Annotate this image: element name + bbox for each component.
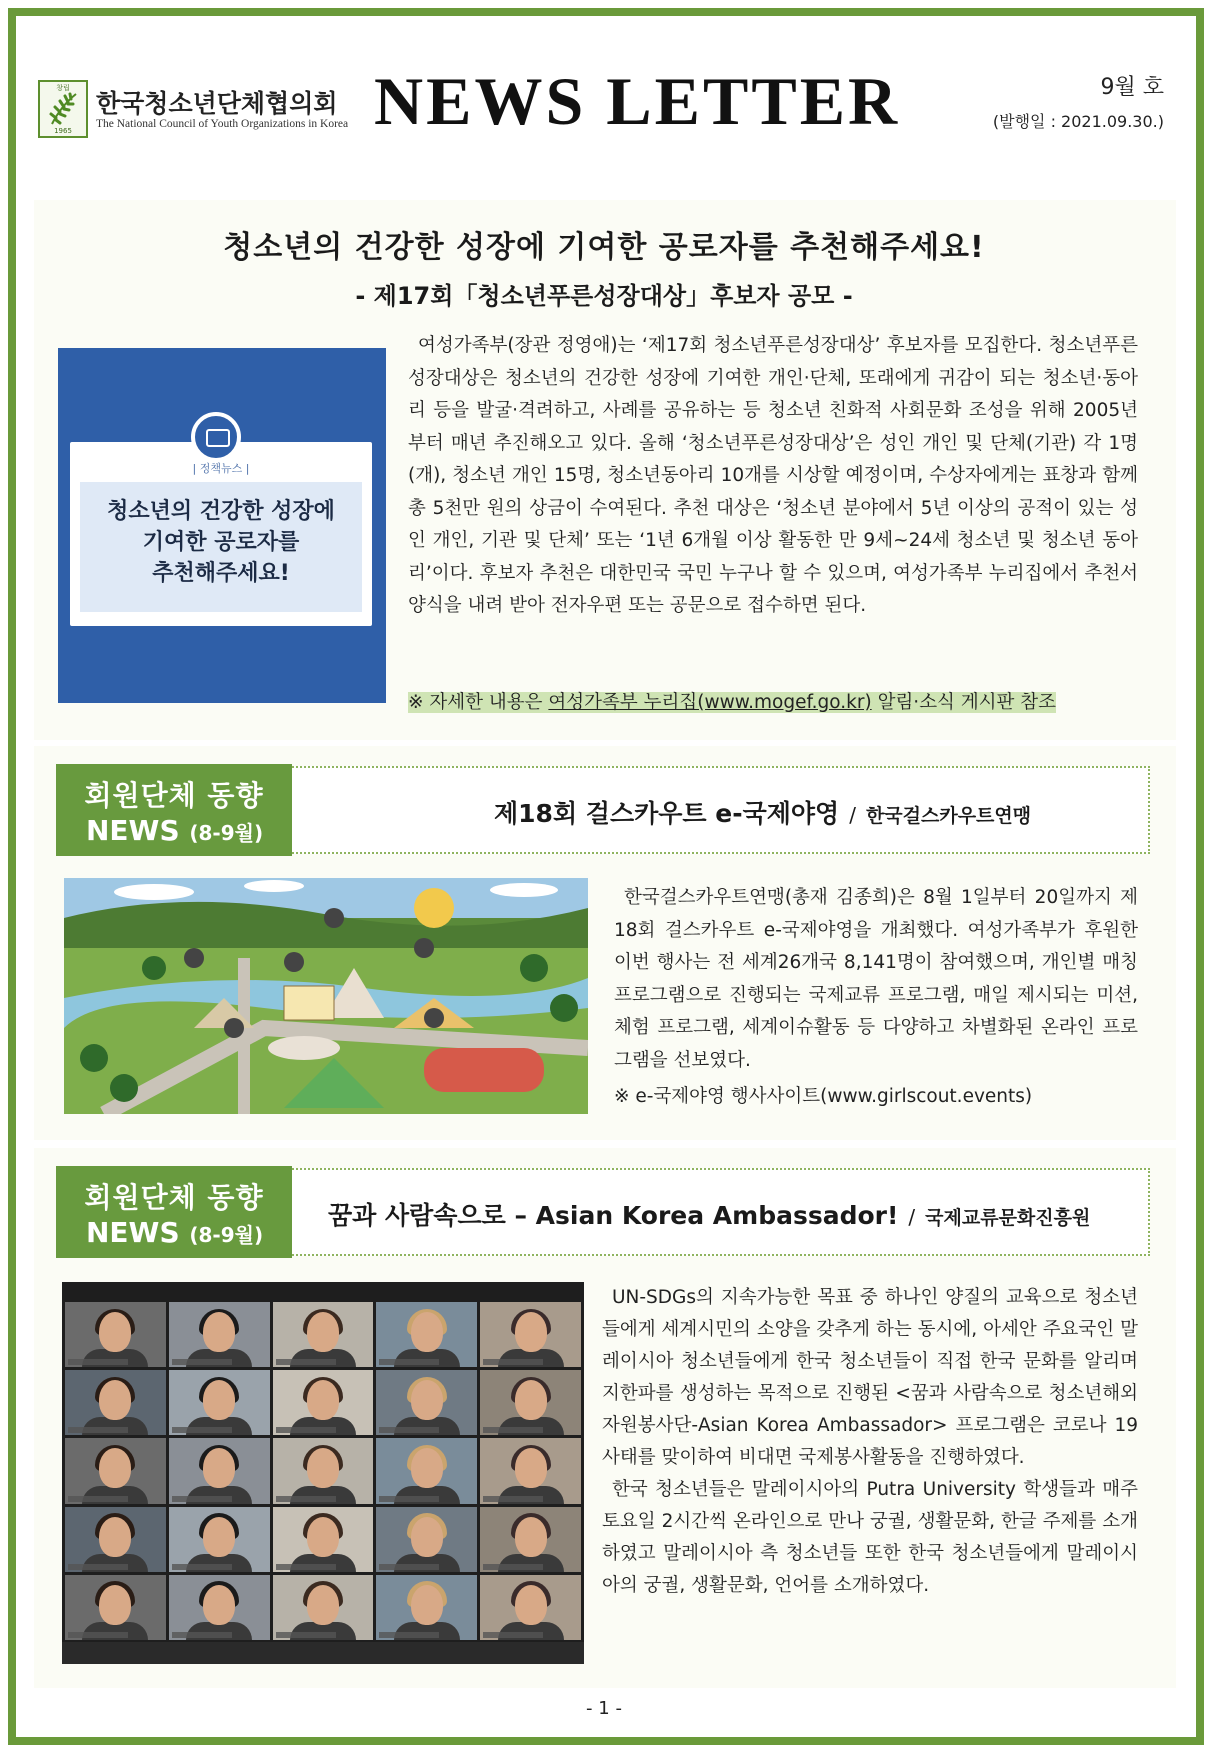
participant-tile — [169, 1370, 270, 1435]
article2-body — [614, 882, 1138, 1077]
badge-period: (8-9월) — [189, 1223, 264, 1247]
participant-figure — [483, 1496, 543, 1502]
participant-tile — [65, 1438, 166, 1503]
participant-figure — [68, 1427, 128, 1433]
participant-figure — [515, 1380, 547, 1420]
poster-line1: 청소년의 건강한 성장에 — [107, 499, 335, 524]
participant-figure — [515, 1585, 547, 1625]
poster-inner — [80, 482, 362, 612]
policy-news-poster — [58, 348, 386, 703]
participant-tile — [169, 1438, 270, 1503]
participant-figure — [203, 1380, 235, 1420]
article2-org: 한국걸스카우트연맹 — [865, 805, 1032, 827]
participant-figure — [276, 1427, 336, 1433]
banner-title-line — [494, 794, 1031, 830]
org-logo — [38, 80, 349, 140]
poster-line2: 기여한 공로자를 — [142, 530, 300, 555]
badge-line2 — [86, 814, 263, 847]
badge-line2 — [86, 1216, 263, 1249]
participant-figure — [203, 1517, 235, 1557]
video-call-toolbar — [62, 1642, 584, 1664]
badge-news: NEWS — [86, 1216, 190, 1249]
participant-tile — [65, 1575, 166, 1640]
badge-period: (8-9월) — [189, 821, 264, 845]
poster-tag: | 정책뉴스 | — [192, 462, 250, 475]
issue-date: (발행일 : 2021.09.30.) — [992, 112, 1164, 131]
participant-figure — [411, 1312, 443, 1352]
participant-tile — [480, 1507, 581, 1572]
participant-figure — [307, 1585, 339, 1625]
article3-title: 꿈과 사람속으로 – Asian Korea Ambassador! — [328, 1201, 899, 1230]
participant-figure — [172, 1564, 232, 1570]
banner-title-box — [292, 766, 1150, 854]
badge-line1: 회원단체 동향 — [84, 779, 264, 812]
participant-figure — [203, 1448, 235, 1488]
participant-figure — [483, 1632, 543, 1638]
video-call-topbar — [62, 1284, 584, 1298]
participant-figure — [379, 1359, 439, 1365]
issue-info — [993, 70, 1164, 132]
title-separator: / — [849, 803, 856, 827]
news-badge — [56, 764, 292, 856]
org-emblem — [38, 80, 88, 138]
participant-tile — [376, 1302, 477, 1367]
note-suffix: 알림·소식 게시판 참조 — [871, 692, 1057, 713]
participant-figure — [307, 1448, 339, 1488]
participant-tile — [376, 1575, 477, 1640]
participant-figure — [307, 1312, 339, 1352]
article3-body — [602, 1282, 1138, 1602]
participant-tile — [169, 1575, 270, 1640]
article1-title: 청소년의 건강한 성장에 기여한 공로자를 추천해주세요! — [223, 230, 985, 265]
participant-tile — [480, 1302, 581, 1367]
participant-figure — [411, 1448, 443, 1488]
badge-news: NEWS — [86, 814, 190, 847]
participant-tile — [480, 1438, 581, 1503]
participant-tile — [273, 1370, 374, 1435]
article1-paragraph: 여성가족부(장관 정영애)는 ‘제17회 청소년푸른성장대상’ 후보자를 모집한다. 청소년푸른성장대상은 청소년의 건강한 성장에 기여한 개인·단체, 또래에게 귀감이 되는 청소년·동아리 등을 발굴·격려하고, 사례를 공유하는 등 청소년 친화적 사회문화 조성을 위해 2005년부터 매년 추진해오고 있다. 올해 ‘청소년푸른성장대상’은 성인 개인 및 단체(기관) 각 1명(개), 청소년 개인 15명, 청소년동아리 10개를 시상할 예정이며, 수상자에게는 표창과 함께 총 5천만 원의 상금이 수여된다. 추천 대상은 ‘청소년 분야에서 5년 이상의 공적이 있는 성인 개인, 기관 및 단체’ 또는 ‘1년 6개월 이상 활동한 만 9세~24세 청소년 및 청소년 동아리’이다. 후보자 추천은 대한민국 국민 누구나 할 수 있으며, 여성가족부 누리집에서 추천서 양식을 내려 받아 전자우편 또는 공문으로 접수하면 된다. — [408, 335, 1138, 616]
participant-tile — [65, 1507, 166, 1572]
emblem-year: 1965 — [54, 127, 72, 135]
participant-figure — [307, 1517, 339, 1557]
participant-tile — [480, 1370, 581, 1435]
participant-figure — [203, 1312, 235, 1352]
banner-title-box — [292, 1168, 1150, 1256]
participant-tile — [480, 1575, 581, 1640]
participant-tile — [376, 1370, 477, 1435]
poster-card — [70, 442, 372, 626]
participant-tile — [169, 1302, 270, 1367]
participant-tile — [273, 1507, 374, 1572]
participant-figure — [379, 1427, 439, 1433]
participant-figure — [411, 1585, 443, 1625]
participant-tile — [65, 1302, 166, 1367]
participant-figure — [411, 1517, 443, 1557]
emblem-top-text: 창립 — [56, 84, 70, 92]
participant-figure — [276, 1564, 336, 1570]
org-name-korean: 한국청소년단체협의회 — [96, 89, 338, 118]
org-name-english: The National Council of Youth Organizations in Korea — [96, 118, 349, 130]
participant-figure — [99, 1448, 131, 1488]
participant-tile — [376, 1507, 477, 1572]
article1-body — [408, 330, 1138, 623]
participant-figure — [515, 1448, 547, 1488]
participant-figure — [276, 1496, 336, 1502]
page-number: - 1 - — [586, 1698, 622, 1719]
banner-title-line — [328, 1196, 1090, 1232]
participant-figure — [99, 1380, 131, 1420]
participant-tile — [169, 1507, 270, 1572]
article3-paragraph-2: 한국 청소년들은 말레이시아의 Putra University 학생들과 매주 토요일 2시간씩 온라인으로 만나 궁궐, 생활문화, 한글 주제를 소개하였고 말레이시아 측 청소년들 또한 한국 청소년들에게 말레이시아의 궁궐, 생활문화, 언어를 소개하였다. — [602, 1479, 1138, 1596]
participant-figure — [68, 1359, 128, 1365]
virtual-campsite-image — [64, 878, 588, 1114]
article1-note — [408, 688, 1138, 714]
participant-figure — [203, 1585, 235, 1625]
article3-paragraph-1: UN-SDGs의 지속가능한 목표 중 하나인 양질의 교육으로 청소년들에게 세계시민의 소양을 갖추게 하는 동시에, 아세안 주요국인 말레이시아 청소년들에게 한국 청소년들이 직접 한국 문화를 알리며 지한파를 생성하는 목적으로 진행된 <꿈과 사람속으로 청소년해외자원봉사단-Asian Korea Ambassador> 프로그램은 코로나 19 사태를 맞이하여 비대면 국제봉사활동을 진행하였다. — [602, 1287, 1138, 1468]
participant-figure — [276, 1632, 336, 1638]
participant-figure — [172, 1359, 232, 1365]
participant-grid — [65, 1302, 581, 1640]
participant-figure — [411, 1380, 443, 1420]
news-banner-1 — [56, 764, 1152, 856]
badge-line1: 회원단체 동향 — [84, 1181, 264, 1214]
participant-figure — [68, 1496, 128, 1502]
participant-figure — [483, 1359, 543, 1365]
article1-subtitle: - 제17회「청소년푸른성장대상」후보자 공모 - — [355, 282, 853, 310]
participant-figure — [379, 1496, 439, 1502]
participant-figure — [172, 1632, 232, 1638]
participant-figure — [172, 1427, 232, 1433]
issue-number: 9월 호 — [1100, 75, 1164, 100]
briefing-icon — [191, 412, 241, 462]
participant-figure — [483, 1564, 543, 1570]
participant-figure — [379, 1632, 439, 1638]
mogef-link[interactable]: 여성가족부 누리집(www.mogef.go.kr) — [548, 692, 872, 713]
participant-tile — [65, 1370, 166, 1435]
news-badge — [56, 1166, 292, 1258]
participant-figure — [276, 1359, 336, 1365]
participant-tile — [376, 1438, 477, 1503]
participant-figure — [99, 1585, 131, 1625]
participant-figure — [99, 1517, 131, 1557]
participant-figure — [515, 1312, 547, 1352]
participant-figure — [99, 1312, 131, 1352]
video-conference-photo — [62, 1282, 584, 1664]
article2-title: 제18회 걸스카우트 e-국제야영 — [494, 799, 840, 828]
participant-figure — [379, 1564, 439, 1570]
participant-figure — [483, 1427, 543, 1433]
participant-figure — [68, 1632, 128, 1638]
participant-figure — [172, 1496, 232, 1502]
newsletter-title: NEWS LETTER — [374, 63, 901, 139]
participant-tile — [273, 1438, 374, 1503]
participant-tile — [273, 1575, 374, 1640]
news-banner-2 — [56, 1166, 1152, 1258]
participant-figure — [307, 1380, 339, 1420]
participant-tile — [273, 1302, 374, 1367]
note-prefix: ※ 자세한 내용은 — [408, 692, 549, 713]
article2-paragraph: 한국걸스카우트연맹(총재 김종희)은 8월 1일부터 20일까지 제18회 걸스카우트 e-국제야영을 개최했다. 여성가족부가 후원한 이번 행사는 전 세계26개국 8,141명이 참여했으며, 개인별 매칭프로그램으로 진행되는 국제교류 프로그램, 매일 제시되는 미션, 체험 프로그램, 세계이슈활동 등 다양하고 차별화된 온라인 프로그램을 선보였다. — [614, 887, 1138, 1071]
participant-figure — [515, 1517, 547, 1557]
poster-headline — [80, 496, 362, 589]
article3-org: 국제교류문화진흥원 — [925, 1207, 1091, 1229]
participant-figure — [68, 1564, 128, 1570]
title-separator: / — [908, 1205, 916, 1229]
article2-note: ※ e-국제야영 행사사이트(www.girlscout.events) — [614, 1086, 1033, 1107]
poster-line3: 추천해주세요! — [152, 561, 290, 586]
